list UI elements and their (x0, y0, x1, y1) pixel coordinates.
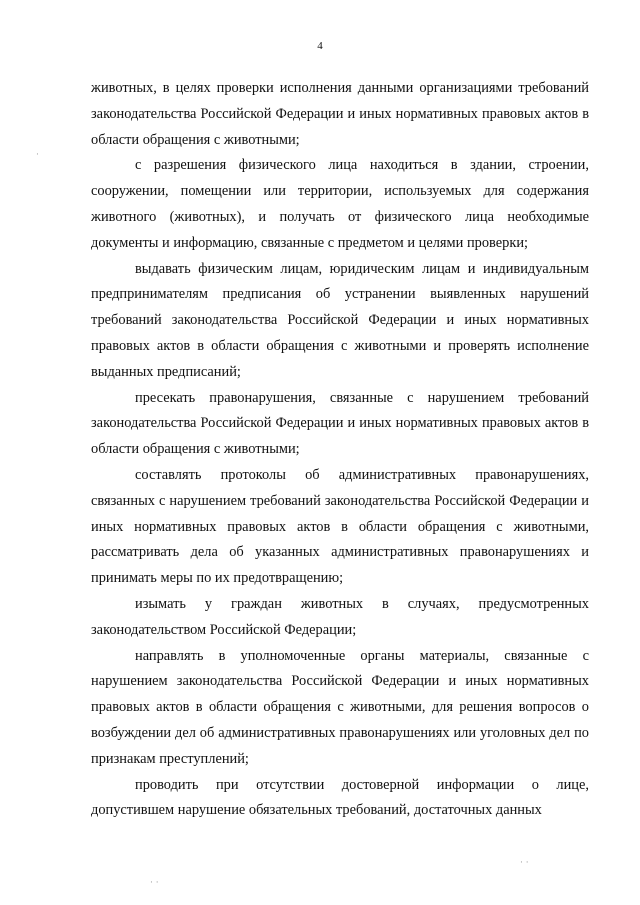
paragraph-send-materials: направлять в уполномоченные органы материалы, связанные с нарушением законодательства Российской Федерации и иных нормативных правовых актов в области обращения с животными, для решения вопросов о возбуждении дел об административных правонарушениях или уголовных дел по признакам преступлений; (91, 647, 589, 767)
paragraph-premises-access: с разрешения физического лица находиться в здании, строении, сооружении, помещении или территории, используемых для содержания животного (животных), и получать от физического лица необходимые документы и информацию, связанные с предметом и целями проверки; (91, 157, 589, 251)
paragraph-seize-animals: изымать у граждан животных в случаях, предусмотренных законодательством Российской Федерации; (91, 595, 589, 638)
document-body (91, 76, 589, 824)
paragraph-conduct-checks: проводить при отсутствии достоверной информации о лице, допустившем нарушение обязательных требований, достаточных данных (91, 776, 589, 819)
paragraph-continuation: животных, в целях проверки исполнения данными организациями требований законодательства Российской Федерации и иных нормативных правовых актов в области обращения с животными; (91, 80, 589, 148)
paragraph-draw-protocols: составлять протоколы об административных правонарушениях, связанных с нарушением требований законодательства Российской Федерации и иных нормативных правовых актов в области обращения с животными, рассматривать дела об указанных административных правонарушениях и принимать меры по их предотвращению; (91, 466, 589, 587)
scan-dot: · (36, 150, 39, 160)
page-number: 4 (317, 40, 323, 52)
scan-dot: · · (150, 878, 159, 888)
paragraph-issue-orders: выдавать физическим лицам, юридическим лицам и индивидуальным предпринимателям предписания об устранении выявленных нарушений требований законодательства Российской Федерации и иных нормативных правовых актов в области обращения с животными и проверять исполнение выданных предписаний; (91, 260, 589, 380)
scan-dot: · · (520, 858, 529, 868)
paragraph-suppress-offenses: пресекать правонарушения, связанные с нарушением требований законодательства Российской Федерации и иных нормативных правовых актов в области обращения с животными; (91, 389, 589, 458)
